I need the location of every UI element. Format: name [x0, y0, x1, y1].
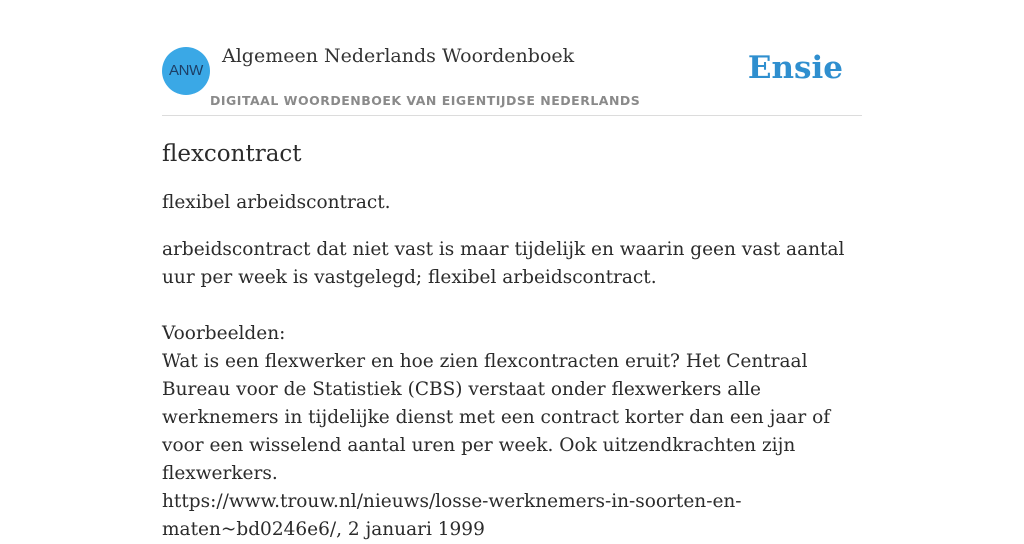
example-source-link[interactable]: https://www.trouw.nl/nieuws/losse-werknemers-in-soorten-en-maten~bd0246e6/ [162, 491, 742, 540]
entry-term: flexcontract [162, 141, 302, 167]
anw-logo[interactable]: ANW [162, 47, 210, 95]
source-subtitle: DIGITAAL WOORDENBOEK VAN EIGENTIJDSE NEDERLANDS [210, 93, 641, 108]
header [162, 0, 862, 116]
ensie-brand-logo[interactable]: Ensie [747, 50, 843, 86]
long-definition: arbeidscontract dat niet vast is maar tijdelijk en waarin geen vast aantal uur per week is vastgelegd; flexibel arbeidscontract. [162, 239, 845, 288]
example-text: Wat is een flexwerker en hoe zien flexcontracten eruit? Het Centraal Bureau voor de Statistiek (CBS) verstaat onder flexwerkers alle werknemers in tijdelijke dienst met een contract korter dan een jaar of voor een wisselend aantal uren per week. Ook uitzendkrachten zijn flexwerkers. [162, 351, 831, 484]
entry-content [162, 138, 862, 544]
example-date: , 2 januari 1999 [336, 519, 485, 540]
source-title[interactable]: Algemeen Nederlands Woordenboek [222, 45, 575, 67]
examples-label: Voorbeelden: [162, 323, 286, 344]
short-definition: flexibel arbeidscontract. [162, 192, 391, 213]
example-source [162, 488, 862, 544]
